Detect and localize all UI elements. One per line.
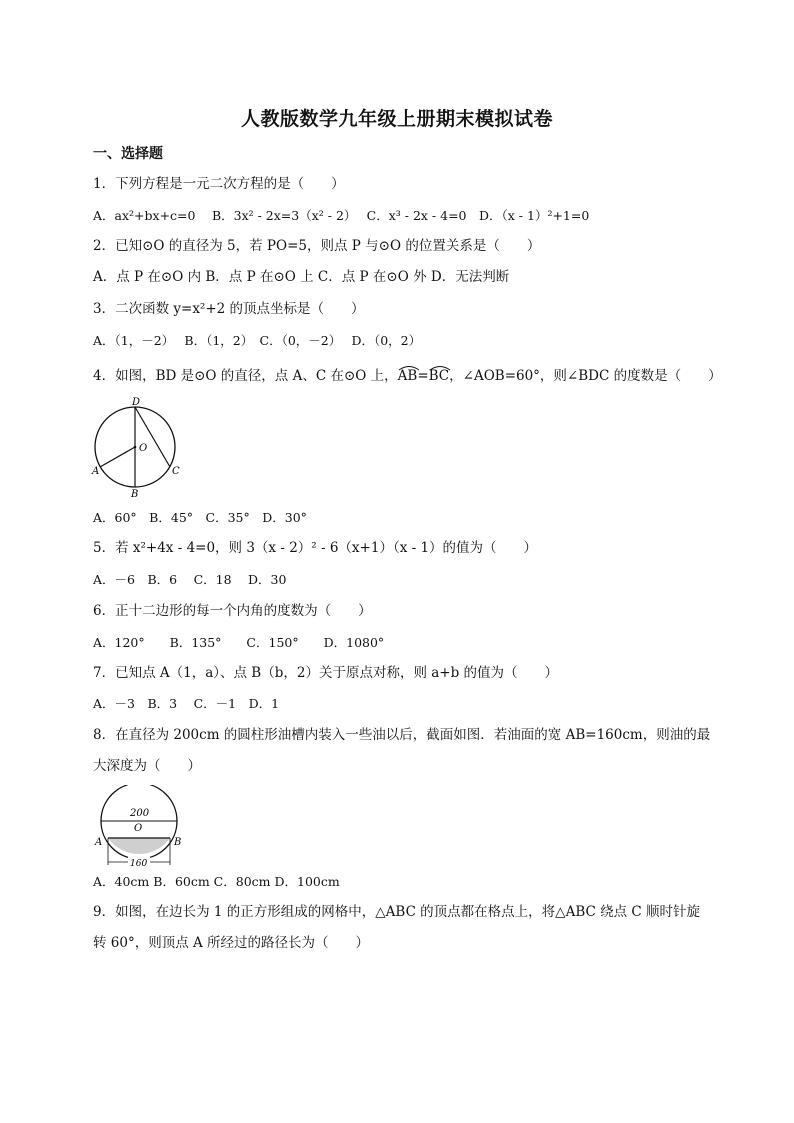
label-d: D [132,397,141,408]
label-160: 160 [130,859,148,867]
question-3-stem: 3．二次函数 y=x²+2 的顶点坐标是（ ） [93,301,365,317]
question-2-options: A．点 P 在⊙O 内 B．点 P 在⊙O 上 C．点 P 在⊙O 外 D．无法判断 [93,269,510,285]
label-a: A [95,837,103,848]
label-o: O [134,823,143,834]
question-7-stem: 7．已知点 A（1，a）、点 B（b，2）关于原点对称，则 a+b 的值为（ ） [93,665,559,681]
question-7-options: A．－3 B．3 C．－1 D．1 [93,696,280,711]
question-4-circle-figure [88,395,188,500]
label-200: 200 [130,808,150,819]
question-9-stem-line-2: 转 60°，则顶点 A 所经过的路径长为（ ） [93,935,370,951]
question-9-stem-line-1: 9．如图，在边长为 1 的正方形组成的网格中，△ABC 的顶点都在格点上，将△ABC 绕点 C 顺时针旋 [93,904,701,920]
page-title: 人教版数学九年级上册期末模拟试卷 [240,108,553,130]
question-2-stem: 2．已知⊙O 的直径为 5，若 PO=5，则点 P 与⊙O 的位置关系是（ ） [93,238,541,254]
center-dot [134,446,137,449]
question-1-stem: 1．下列方程是一元二次方程的是（ ） [93,176,345,192]
arc-ab: AB [398,367,418,385]
question-4-stem-part-b: ，∠AOB=60°，则∠BDC 的度数是（ ） [449,368,722,384]
question-1-options: A．ax²+bx+c=0 B．3x² - 2x=3（x² - 2） C．x³ - 2x - 4=0 D．（x - 1）²+1=0 [93,208,590,223]
arc-bc: BC [429,367,450,385]
question-4-options: A．60° B．45° C．35° D．30° [93,510,307,525]
question-4-stem-part-a: 4．如图，BD 是⊙O 的直径，点 A、C 在⊙O 上， [93,368,398,384]
label-o: O [139,443,148,454]
question-8-stem-line-2: 大深度为（ ） [93,758,201,774]
arc-mark-icon [429,365,451,371]
section-heading: 一、选择题 [93,146,163,162]
label-b: B [131,489,139,500]
question-4-stem [93,367,722,385]
question-8-options: A．40cm B．60cm C．80cm D．100cm [93,874,340,889]
arc-equal-sign: = [417,368,429,384]
radius-oa [100,447,135,467]
question-5-options: A．－6 B．6 C．18 D．30 [93,572,287,587]
question-8-stem-line-1: 8．在直径为 200cm 的圆柱形油槽内装入一些油以后，截面如图．若油面的宽 AB=160cm，则油的最 [93,727,711,743]
question-8-oil-tank-figure [90,785,190,867]
label-c: C [172,466,180,477]
label-a: A [92,466,100,477]
label-b: B [174,837,182,848]
question-6-stem: 6．正十二边形的每一个内角的度数为（ ） [93,603,372,619]
question-6-options: A．120° B．135° C．150° D．1080° [93,635,385,650]
question-3-options: A．（1，－2） B．（1，2） C．（0，－2） D．（0，2） [93,333,422,348]
chord-dc [135,407,170,467]
arc-mark-icon [398,365,420,371]
question-5-stem: 5．若 x²+4x - 4=0，则 3（x - 2）² - 6（x+1）（x - 1）的值为（ ） [93,540,538,556]
